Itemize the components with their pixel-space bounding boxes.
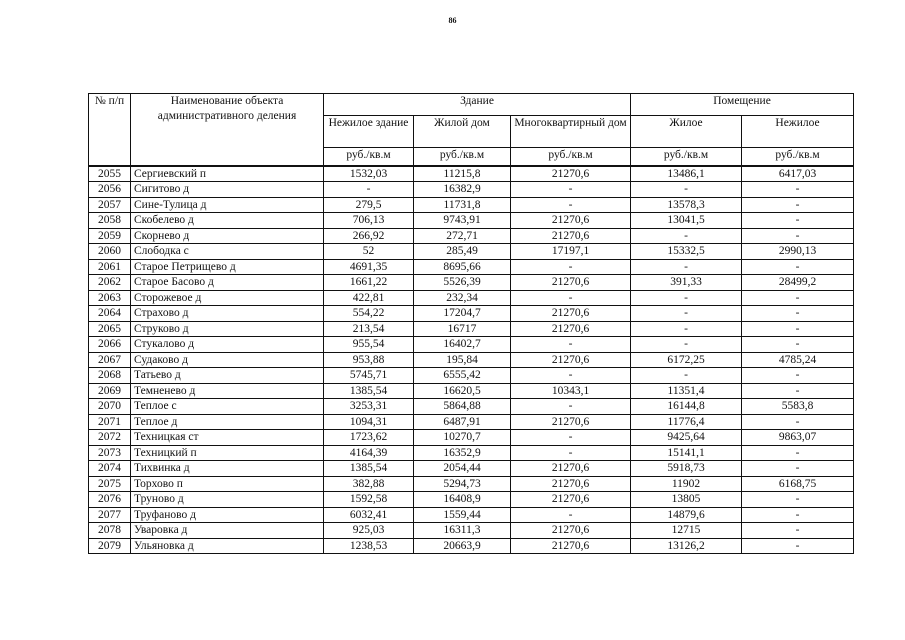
- unit-label: руб./кв.м: [324, 148, 414, 166]
- table-row: [89, 259, 854, 275]
- header-building: Здание: [324, 94, 631, 116]
- res-house-value: 272,71: [414, 228, 511, 244]
- table-row: [89, 244, 854, 260]
- page-number: 86: [448, 16, 457, 25]
- non-residential-value: 2990,13: [742, 244, 854, 260]
- apartment-house-value: 17197,1: [511, 244, 631, 260]
- non-res-building-value: -: [324, 182, 414, 198]
- non-residential-value: -: [742, 259, 854, 275]
- non-residential-value: -: [742, 461, 854, 477]
- res-house-value: 6487,91: [414, 414, 511, 430]
- residential-value: -: [631, 321, 742, 337]
- res-house-value: 232,34: [414, 290, 511, 306]
- row-name: Торхово п: [131, 476, 324, 492]
- residential-value: 15141,1: [631, 445, 742, 461]
- residential-value: 13805: [631, 492, 742, 508]
- row-number: 2074: [89, 461, 131, 477]
- header-apartment-house: Многоквартирный дом: [511, 116, 631, 148]
- res-house-value: 16408,9: [414, 492, 511, 508]
- res-house-value: 5526,39: [414, 275, 511, 291]
- apartment-house-value: -: [511, 197, 631, 213]
- apartment-house-value: -: [511, 368, 631, 384]
- unit-label: руб./кв.м: [631, 148, 742, 166]
- res-house-value: 6555,42: [414, 368, 511, 384]
- table-row: [89, 507, 854, 523]
- row-number: 2067: [89, 352, 131, 368]
- table-row: [89, 476, 854, 492]
- residential-value: -: [631, 306, 742, 322]
- row-number: 2070: [89, 399, 131, 415]
- apartment-house-value: 21270,6: [511, 228, 631, 244]
- residential-value: 13126,2: [631, 538, 742, 554]
- row-name: Ульяновка д: [131, 538, 324, 554]
- residential-value: -: [631, 290, 742, 306]
- res-house-value: 1559,44: [414, 507, 511, 523]
- non-res-building-value: 4691,35: [324, 259, 414, 275]
- non-residential-value: -: [742, 213, 854, 229]
- res-house-value: 195,84: [414, 352, 511, 368]
- non-residential-value: -: [742, 306, 854, 322]
- non-residential-value: -: [742, 321, 854, 337]
- non-residential-value: -: [742, 337, 854, 353]
- non-res-building-value: 1723,62: [324, 430, 414, 446]
- non-res-building-value: 1094,31: [324, 414, 414, 430]
- res-house-value: 285,49: [414, 244, 511, 260]
- res-house-value: 5864,88: [414, 399, 511, 415]
- non-res-building-value: 953,88: [324, 352, 414, 368]
- header-premises: Помещение: [631, 94, 854, 116]
- res-house-value: 16620,5: [414, 383, 511, 399]
- non-res-building-value: 279,5: [324, 197, 414, 213]
- row-name: Сигитово д: [131, 182, 324, 198]
- row-number: 2069: [89, 383, 131, 399]
- res-house-value: 5294,73: [414, 476, 511, 492]
- row-name: Труново д: [131, 492, 324, 508]
- apartment-house-value: -: [511, 430, 631, 446]
- non-res-building-value: 422,81: [324, 290, 414, 306]
- apartment-house-value: 21270,6: [511, 213, 631, 229]
- residential-value: 6172,25: [631, 352, 742, 368]
- row-name: Техницкая ст: [131, 430, 324, 446]
- apartment-house-value: 21270,6: [511, 492, 631, 508]
- res-house-value: 2054,44: [414, 461, 511, 477]
- table-row: [89, 228, 854, 244]
- row-number: 2068: [89, 368, 131, 384]
- residential-value: -: [631, 182, 742, 198]
- residential-value: 11902: [631, 476, 742, 492]
- non-residential-value: 6168,75: [742, 476, 854, 492]
- apartment-house-value: -: [511, 399, 631, 415]
- table-body: [89, 166, 854, 554]
- row-name: Теплое д: [131, 414, 324, 430]
- row-number: 2064: [89, 306, 131, 322]
- row-name: Сине-Тулица д: [131, 197, 324, 213]
- residential-value: 13578,3: [631, 197, 742, 213]
- apartment-house-value: -: [511, 445, 631, 461]
- table-row: [89, 352, 854, 368]
- apartment-house-value: -: [511, 290, 631, 306]
- row-name: Татьево д: [131, 368, 324, 384]
- table-row: [89, 538, 854, 554]
- row-name: Уваровка д: [131, 523, 324, 539]
- residential-value: 13041,5: [631, 213, 742, 229]
- row-number: 2079: [89, 538, 131, 554]
- non-res-building-value: 706,13: [324, 213, 414, 229]
- table-row: [89, 290, 854, 306]
- non-res-building-value: 925,03: [324, 523, 414, 539]
- row-name: Темненево д: [131, 383, 324, 399]
- row-name: Сторожевое д: [131, 290, 324, 306]
- row-number: 2055: [89, 166, 131, 182]
- residential-value: -: [631, 259, 742, 275]
- row-name: Труфаново д: [131, 507, 324, 523]
- res-house-value: 11731,8: [414, 197, 511, 213]
- non-res-building-value: 1532,03: [324, 166, 414, 182]
- table-row: [89, 182, 854, 198]
- residential-value: 9425,64: [631, 430, 742, 446]
- non-residential-value: -: [742, 445, 854, 461]
- table-row: [89, 166, 854, 182]
- non-residential-value: -: [742, 538, 854, 554]
- apartment-house-value: 21270,6: [511, 306, 631, 322]
- header-num: № п/п: [89, 94, 131, 166]
- row-number: 2078: [89, 523, 131, 539]
- row-name: Старое Басово д: [131, 275, 324, 291]
- non-res-building-value: 1385,54: [324, 461, 414, 477]
- non-res-building-value: 5745,71: [324, 368, 414, 384]
- non-res-building-value: 6032,41: [324, 507, 414, 523]
- table-row: [89, 399, 854, 415]
- residential-value: -: [631, 228, 742, 244]
- apartment-house-value: 21270,6: [511, 461, 631, 477]
- non-res-building-value: 382,88: [324, 476, 414, 492]
- non-residential-value: 9863,07: [742, 430, 854, 446]
- row-name: Страхово д: [131, 306, 324, 322]
- row-name: Старое Петрищево д: [131, 259, 324, 275]
- apartment-house-value: 21270,6: [511, 166, 631, 182]
- res-house-value: 16402,7: [414, 337, 511, 353]
- res-house-value: 20663,9: [414, 538, 511, 554]
- unit-label: руб./кв.м: [742, 148, 854, 166]
- table-row: [89, 306, 854, 322]
- table-row: [89, 213, 854, 229]
- non-res-building-value: 1385,54: [324, 383, 414, 399]
- table-row: [89, 368, 854, 384]
- table-row: [89, 275, 854, 291]
- residential-value: 11351,4: [631, 383, 742, 399]
- non-residential-value: 6417,03: [742, 166, 854, 182]
- non-residential-value: -: [742, 228, 854, 244]
- non-res-building-value: 1661,22: [324, 275, 414, 291]
- non-residential-value: -: [742, 383, 854, 399]
- row-number: 2063: [89, 290, 131, 306]
- row-number: 2072: [89, 430, 131, 446]
- non-res-building-value: 52: [324, 244, 414, 260]
- row-name: Скобелево д: [131, 213, 324, 229]
- res-house-value: 16352,9: [414, 445, 511, 461]
- residential-value: 16144,8: [631, 399, 742, 415]
- row-name: Судаково д: [131, 352, 324, 368]
- apartment-house-value: -: [511, 259, 631, 275]
- res-house-value: 11215,8: [414, 166, 511, 182]
- row-number: 2061: [89, 259, 131, 275]
- row-name: Техницкий п: [131, 445, 324, 461]
- row-number: 2075: [89, 476, 131, 492]
- non-residential-value: 28499,2: [742, 275, 854, 291]
- residential-value: 14879,6: [631, 507, 742, 523]
- unit-label: руб./кв.м: [511, 148, 631, 166]
- non-res-building-value: 4164,39: [324, 445, 414, 461]
- res-house-value: 9743,91: [414, 213, 511, 229]
- row-number: 2057: [89, 197, 131, 213]
- apartment-house-value: 10343,1: [511, 383, 631, 399]
- table-row: [89, 414, 854, 430]
- res-house-value: 10270,7: [414, 430, 511, 446]
- row-number: 2076: [89, 492, 131, 508]
- non-residential-value: -: [742, 197, 854, 213]
- apartment-house-value: -: [511, 182, 631, 198]
- res-house-value: 8695,66: [414, 259, 511, 275]
- row-name: Струково д: [131, 321, 324, 337]
- apartment-house-value: -: [511, 337, 631, 353]
- apartment-house-value: 21270,6: [511, 352, 631, 368]
- row-number: 2073: [89, 445, 131, 461]
- table-row: [89, 523, 854, 539]
- header-non-res-building: Нежилое здание: [324, 116, 414, 148]
- non-res-building-value: 213,54: [324, 321, 414, 337]
- row-number: 2065: [89, 321, 131, 337]
- header-residential: Жилое: [631, 116, 742, 148]
- non-res-building-value: 3253,31: [324, 399, 414, 415]
- table-row: [89, 321, 854, 337]
- non-residential-value: -: [742, 182, 854, 198]
- table-row: [89, 337, 854, 353]
- non-res-building-value: 554,22: [324, 306, 414, 322]
- row-name: Стукалово д: [131, 337, 324, 353]
- apartment-house-value: 21270,6: [511, 275, 631, 291]
- res-house-value: 17204,7: [414, 306, 511, 322]
- residential-value: 13486,1: [631, 166, 742, 182]
- row-number: 2066: [89, 337, 131, 353]
- residential-value: 15332,5: [631, 244, 742, 260]
- non-residential-value: -: [742, 368, 854, 384]
- residential-value: 5918,73: [631, 461, 742, 477]
- non-residential-value: -: [742, 414, 854, 430]
- res-house-value: 16311,3: [414, 523, 511, 539]
- header-non-residential: Нежилое: [742, 116, 854, 148]
- table-row: [89, 445, 854, 461]
- non-residential-value: 5583,8: [742, 399, 854, 415]
- row-number: 2077: [89, 507, 131, 523]
- non-residential-value: -: [742, 290, 854, 306]
- row-name: Теплое с: [131, 399, 324, 415]
- row-name: Тихвинка д: [131, 461, 324, 477]
- res-house-value: 16717: [414, 321, 511, 337]
- apartment-house-value: 21270,6: [511, 321, 631, 337]
- table-row: [89, 383, 854, 399]
- row-number: 2059: [89, 228, 131, 244]
- non-res-building-value: 266,92: [324, 228, 414, 244]
- residential-value: 11776,4: [631, 414, 742, 430]
- row-number: 2060: [89, 244, 131, 260]
- apartment-house-value: -: [511, 507, 631, 523]
- non-res-building-value: 1592,58: [324, 492, 414, 508]
- table-row: [89, 430, 854, 446]
- apartment-house-value: 21270,6: [511, 414, 631, 430]
- residential-value: -: [631, 368, 742, 384]
- row-number: 2062: [89, 275, 131, 291]
- res-house-value: 16382,9: [414, 182, 511, 198]
- non-residential-value: -: [742, 523, 854, 539]
- apartment-house-value: 21270,6: [511, 538, 631, 554]
- non-res-building-value: 955,54: [324, 337, 414, 353]
- table-row: [89, 492, 854, 508]
- apartment-house-value: 21270,6: [511, 523, 631, 539]
- apartment-house-value: 21270,6: [511, 476, 631, 492]
- row-name: Слободка с: [131, 244, 324, 260]
- valuation-table: [88, 93, 854, 554]
- row-name: Скорнево д: [131, 228, 324, 244]
- non-residential-value: -: [742, 492, 854, 508]
- residential-value: 12715: [631, 523, 742, 539]
- row-number: 2071: [89, 414, 131, 430]
- table-row: [89, 461, 854, 477]
- unit-label: руб./кв.м: [414, 148, 511, 166]
- row-number: 2056: [89, 182, 131, 198]
- header-name: Наименование объекта административного деления: [131, 94, 324, 166]
- non-residential-value: -: [742, 507, 854, 523]
- non-residential-value: 4785,24: [742, 352, 854, 368]
- non-res-building-value: 1238,53: [324, 538, 414, 554]
- header-res-house: Жилой дом: [414, 116, 511, 148]
- row-number: 2058: [89, 213, 131, 229]
- residential-value: -: [631, 337, 742, 353]
- table-row: [89, 197, 854, 213]
- residential-value: 391,33: [631, 275, 742, 291]
- row-name: Сергиевский п: [131, 166, 324, 182]
